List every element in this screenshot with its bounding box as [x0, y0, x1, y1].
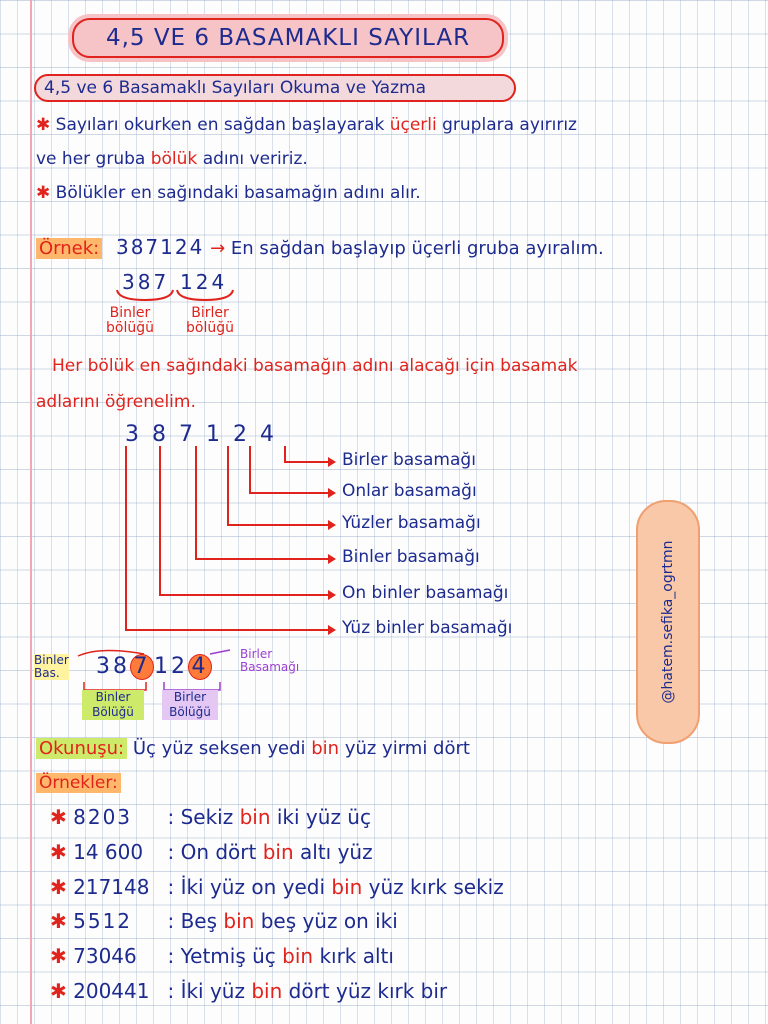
- star-icon: ✱: [50, 979, 67, 1003]
- reading-text: Üç yüz seksen yedi: [132, 738, 306, 759]
- reading-highlight: bin: [311, 738, 340, 759]
- place-name-6: Yüz binler basamağı: [342, 618, 513, 638]
- label-line: Birler: [191, 305, 229, 321]
- intro-text: gruplara ayırırız: [442, 115, 577, 135]
- reading-text: yüz yirmi dört: [344, 738, 470, 759]
- page-title-text: 4,5 VE 6 BASAMAKLI SAYILAR: [105, 25, 471, 51]
- mini-right-label: [240, 648, 299, 674]
- label-line: Binler: [34, 653, 69, 667]
- example-number: 8203: [73, 805, 133, 829]
- example-text: beş yüz on iki: [260, 909, 398, 933]
- digit: 8: [152, 422, 169, 447]
- example-text: : Yetmiş üç: [167, 944, 276, 968]
- place-name-4: Binler basamağı: [342, 547, 480, 567]
- explanation-line-1: Her bölük en sağındaki basamağın adını alacağı için basamak: [52, 356, 578, 376]
- star-icon: ✱: [50, 840, 67, 864]
- intro-text: adını veririz.: [202, 149, 308, 169]
- example-item-6: [50, 979, 447, 1003]
- label-line: bölüğü: [186, 320, 234, 336]
- place-name-3: Yüzler basamağı: [342, 513, 481, 533]
- example-text: : Beş: [167, 909, 218, 933]
- star-icon: ✱: [50, 944, 67, 968]
- star-icon: ✱: [50, 875, 67, 899]
- label-line: Binler: [95, 690, 131, 704]
- label-line: Birler: [173, 690, 207, 704]
- group-right-digits: 124: [180, 270, 228, 294]
- example-highlight: bin: [239, 805, 271, 829]
- example-item-4: [50, 909, 398, 933]
- place-name-1: Birler basamağı: [342, 450, 476, 470]
- label-line: Bas.: [34, 666, 60, 680]
- example-text: altı yüz: [300, 840, 373, 864]
- section-subtitle-text: 4,5 ve 6 Basamaklı Sayıları Okuma ve Yazma: [44, 78, 427, 98]
- intro-text: ve her gruba: [36, 149, 146, 169]
- highlighted-digit: 7: [130, 654, 154, 680]
- example-item-2: [50, 840, 373, 864]
- example-text: : On dört: [167, 840, 257, 864]
- star-icon: ✱: [36, 115, 51, 135]
- example-text: iki yüz üç: [276, 805, 371, 829]
- group-left-digits: 387: [122, 270, 170, 294]
- author-watermark: [636, 500, 700, 744]
- intro-text: Sayıları okurken en sağdan başlayarak: [55, 115, 385, 135]
- label-line: Bölüğü: [169, 705, 211, 719]
- example-number: 73046: [73, 944, 137, 968]
- examples-heading: [36, 773, 121, 793]
- mini-left-label: [34, 654, 69, 680]
- example-text: : Sekiz: [167, 805, 234, 829]
- example-item-3: [50, 875, 504, 899]
- example-label: Örnek:: [36, 238, 102, 259]
- example-text: : İki yüz on yedi: [167, 875, 326, 899]
- explanation-line-2: adlarını öğrenelim.: [36, 392, 196, 412]
- label-line: Binler: [109, 305, 151, 321]
- highlighted-digit: 4: [188, 654, 212, 680]
- star-icon: ✱: [50, 805, 67, 829]
- digit: 38: [96, 654, 130, 679]
- reading-label: Okunuşu:: [36, 738, 127, 759]
- example-text: yüz kırk sekiz: [368, 875, 504, 899]
- mini-arrows: [70, 644, 250, 664]
- example-item-1: [50, 805, 371, 829]
- label-line: bölüğü: [106, 320, 154, 336]
- digit: 12: [154, 654, 188, 679]
- digit: 7: [179, 422, 196, 447]
- intro-text: Bölükler en sağındaki basamağın adını alır.: [55, 183, 421, 203]
- place-name-2: Onlar basamağı: [342, 481, 477, 501]
- intro-highlight: bölük: [150, 149, 198, 169]
- reading-line: [36, 738, 470, 759]
- example-highlight: bin: [282, 944, 314, 968]
- digit: 4: [260, 422, 277, 447]
- star-icon: ✱: [36, 183, 51, 203]
- examples-label: Örnekler:: [36, 773, 121, 793]
- example-text: En sağdan başlayıp üçerli gruba ayıralım.: [230, 238, 604, 259]
- example-text: kırk altı: [319, 944, 394, 968]
- label-line: Bölüğü: [92, 705, 134, 719]
- mini-group-right: [162, 690, 218, 720]
- example-number: 387124: [115, 235, 205, 259]
- example-number: 217148: [73, 875, 150, 899]
- digit: 2: [233, 422, 250, 447]
- label-line: Birler: [240, 647, 273, 661]
- example-highlight: bin: [251, 979, 283, 1003]
- example-item-5: [50, 944, 394, 968]
- example-text: : İki yüz: [167, 979, 245, 1003]
- digit: 1: [206, 422, 223, 447]
- watermark-text: @hatem.sefika_ogrtmn: [660, 540, 676, 704]
- arrow-right-icon: →: [210, 238, 226, 259]
- example-highlight: bin: [262, 840, 294, 864]
- example-number: 14 600: [73, 840, 144, 864]
- label-line: Basamağı: [240, 660, 300, 674]
- example-highlight: bin: [223, 909, 255, 933]
- star-icon: ✱: [50, 909, 67, 933]
- example-text: dört yüz kırk bir: [288, 979, 448, 1003]
- example-number: 200441: [73, 979, 150, 1003]
- example-highlight: bin: [331, 875, 363, 899]
- place-name-5: On binler basamağı: [342, 583, 509, 603]
- mini-group-left: [82, 690, 144, 720]
- intro-highlight: üçerli: [389, 115, 437, 135]
- digit: 3: [125, 422, 142, 447]
- example-number: 5512: [73, 909, 133, 933]
